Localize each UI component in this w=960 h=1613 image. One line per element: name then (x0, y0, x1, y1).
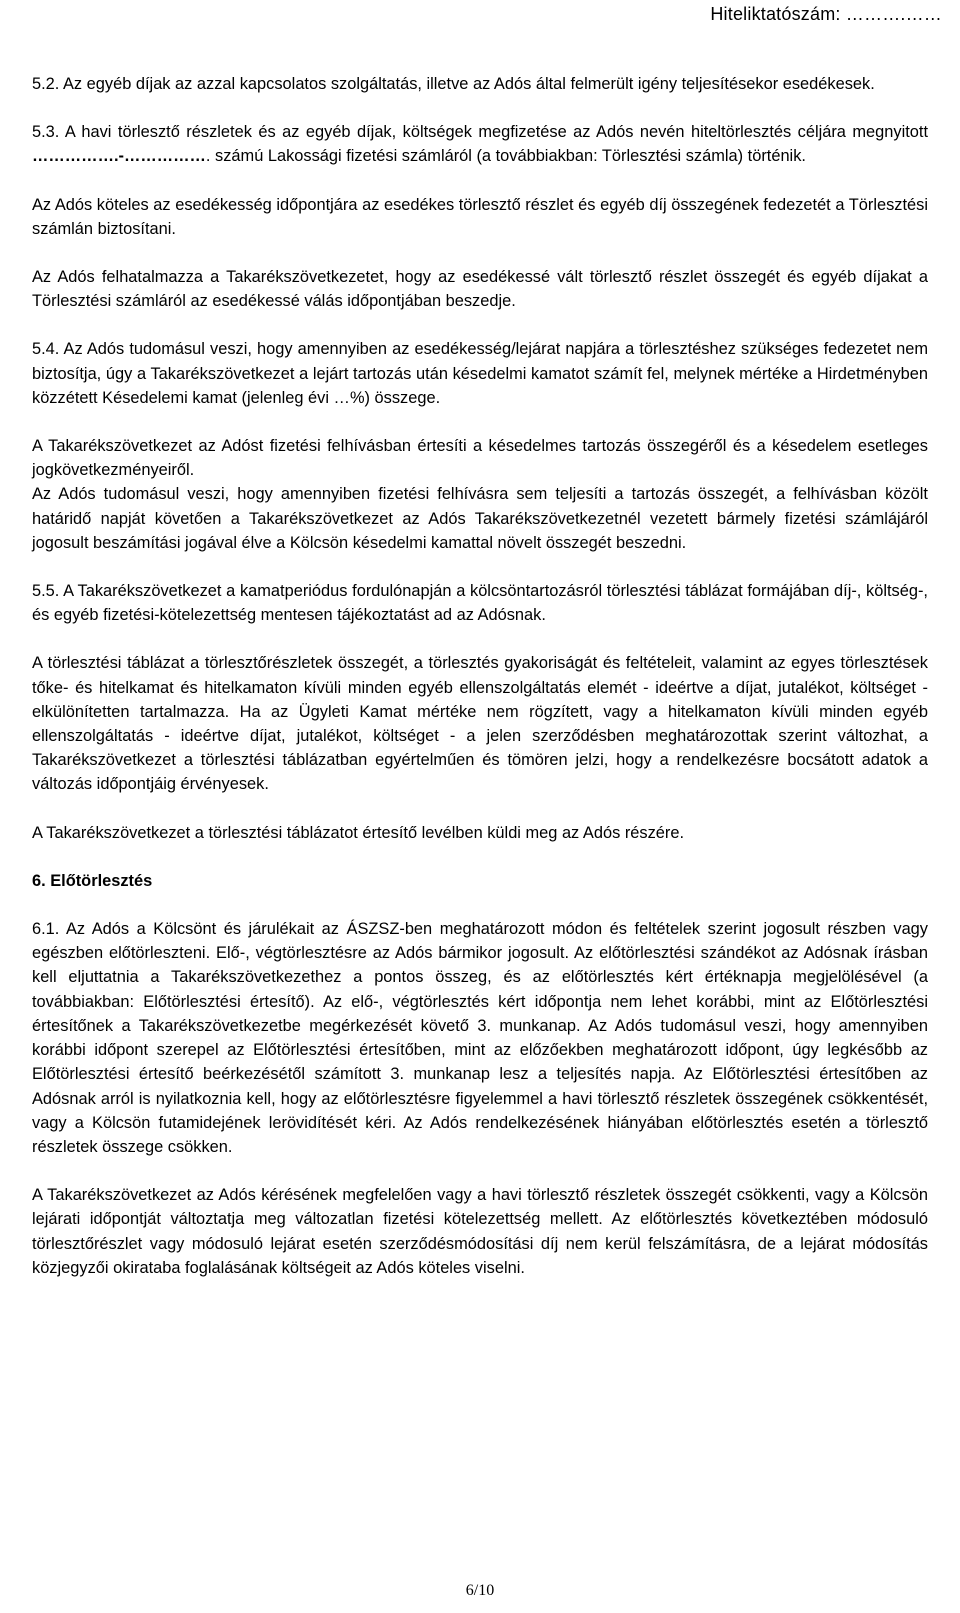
paragraph-5-3-text-before: 5.3. A havi törlesztő részletek és az egyéb díjak, költségek megfizetése az Adós nevén hiteltörlesztés céljára megnyitott (32, 123, 928, 142)
paragraph-payment-notice: A Takarékszövetkezet az Adóst fizetési felhívásban értesíti a késedelmes tartozás összegéről és a késedelem esetleges jogkövetkezményeiről. (32, 437, 928, 480)
paragraph-5-3-text-after: . számú Lakossági fizetési számláról (a továbbiakban: Törlesztési számla) történik. (205, 147, 806, 166)
paragraph-prepayment-effect: A Takarékszövetkezet az Adós kérésének megfelelően vagy a havi törlesztő részletek összegét csökkenti, vagy a Kölcsön lejárati időpontját változtatja meg változatlan fizetési kötelezettség mellett. Az előtörlesztés következtében módosuló törlesztőrészlet vagy módosuló lejárat esetén szerződésmódosítási díj nem kerül felszámításra, de a lejárat módosítás közjegyzői okirataba foglalásának költségeit az Adós köteles viselni. (32, 1186, 928, 1277)
paragraph-setoff-right: Az Adós tudomásul veszi, hogy amennyiben fizetési felhívásra sem teljesíti a tartozás összegét, a felhívásban közölt határidő napját követően a Takarékszövetkezet az Adós Takarékszövetkezetnél vezetett bármely fizetési számlájáról jogosult beszámítási jogával élve a Kölcsön késedelmi kamattal növelt összegét beszedni. (32, 485, 928, 552)
document-body (32, 72, 928, 1304)
loan-reference-header: Hiteliktatószám: ……….…… (710, 4, 942, 24)
account-number-blank: …………….-…………… (32, 147, 206, 166)
paragraph-table-notification: A Takarékszövetkezet a törlesztési táblázatot értesítő levélben küldi meg az Adós részére. (32, 823, 685, 842)
paragraph-5-5: 5.5. A Takarékszövetkezet a kamatperiódus fordulónapján a kölcsöntartozásról törlesztési táblázat formájában díj-, költség-, és egyéb fizetési-kötelezettség mentesen tájékoztatást ad az Adósnak. (32, 582, 928, 625)
paragraph-6-1: 6.1. Az Adós a Kölcsönt és járulékait az ÁSZSZ-ben meghatározott módon és feltételek szerint jogosult részben vagy egészben előtörleszteni. Elő-, végtörlesztésre az Adós bármikor jogosult. Az előtörlesztési szándékot az Adósnak írásban kell eljuttatnia a Takarékszövetkezethez a pontos összeg, és az előtörlesztés kért értéknapja megjelölésével (a továbbiakban: Előtörlesztési értesítő). Az elő-, végtörlesztés kért időpontja nem lehet korábbi, mint az Előtörlesztési értesítőnek a Takarékszövetkezetbe megérkezését követő 3. munkanap. Az Adós tudomásul veszi, hogy amennyiben korábbi időpont szerepel az Előtörlesztési értesítőben, mint az előzőekben meghatározott időpont, úgy legkésőbb az Előtörlesztési értesítő beérkezésétől számított 3. munkanap lesz a teljesítés napja. Az Előtörlesztési értesítőben az Adósnak arról is nyilatkoznia kell, hogy az előtörlesztésre figyelemmel a havi törlesztő részletek összegének csökkentését, vagy a Kölcsön futamidejének lerövidítését kéri. Az Adós rendelkezésének hiányában előtörlesztés esetén a törlesztő részletek összege csökken. (32, 920, 928, 1156)
paragraph-repayment-table: A törlesztési táblázat a törlesztőrészletek összegét, a törlesztés gyakoriságát és feltételeit, valamint az egyes törlesztések tőke- és hitelkamat és hitelkamaton kívüli minden egyéb ellenszolgáltatás elemét - ideértve a díjat, jutalékot, költséget - elkülönítetten tartalmazza. Ha az Ügyleti Kamat mértéke nem rögzített, vagy a hitelkamaton kívüli minden egyéb ellenszolgáltatás - ideértve díjat, jutalékot, költséget - a jelen szerződésben meghatározottak szerint változhat, a Takarékszövetkezet a törlesztési táblázatban egyértelműen és tömören jelzi, hogy a rendelkezésre bocsátott adatok a változás időpontjáig érvényesek. (32, 654, 928, 794)
section-6-heading: 6. Előtörlesztés (32, 871, 153, 890)
paragraph-coverage-obligation: Az Adós köteles az esedékesség időpontjára az esedékes törlesztő részlet és egyéb díj összegének fedezetét a Törlesztési számlán biztosítani. (32, 195, 928, 238)
paragraph-5-3 (32, 120, 928, 168)
paragraph-direct-debit-authorization: Az Adós felhatalmazza a Takarékszövetkezetet, hogy az esedékessé vált törlesztő részlet összegét és egyéb díjakat a Törlesztési számláról az esedékessé válás időpontjában beszedje. (32, 268, 928, 311)
paragraph-5-2: 5.2. Az egyéb díjak az azzal kapcsolatos szolgáltatás, illetve az Adós által felmerült igény teljesítésekor esedékesek. (32, 75, 875, 93)
page-number: 6/10 (465, 1582, 495, 1599)
paragraph-5-4: 5.4. Az Adós tudomásul veszi, hogy amennyiben az esedékesség/lejárat napjára a törlesztéshez szükséges fedezetet nem biztosítja, úgy a Takarékszövetkezet a lejárt tartozás után késedelmi kamatot számít fel, melynek mértéke a Hirdetményben közzétett Késedelemi kamat (jelenleg évi …%) összege. (32, 340, 928, 407)
